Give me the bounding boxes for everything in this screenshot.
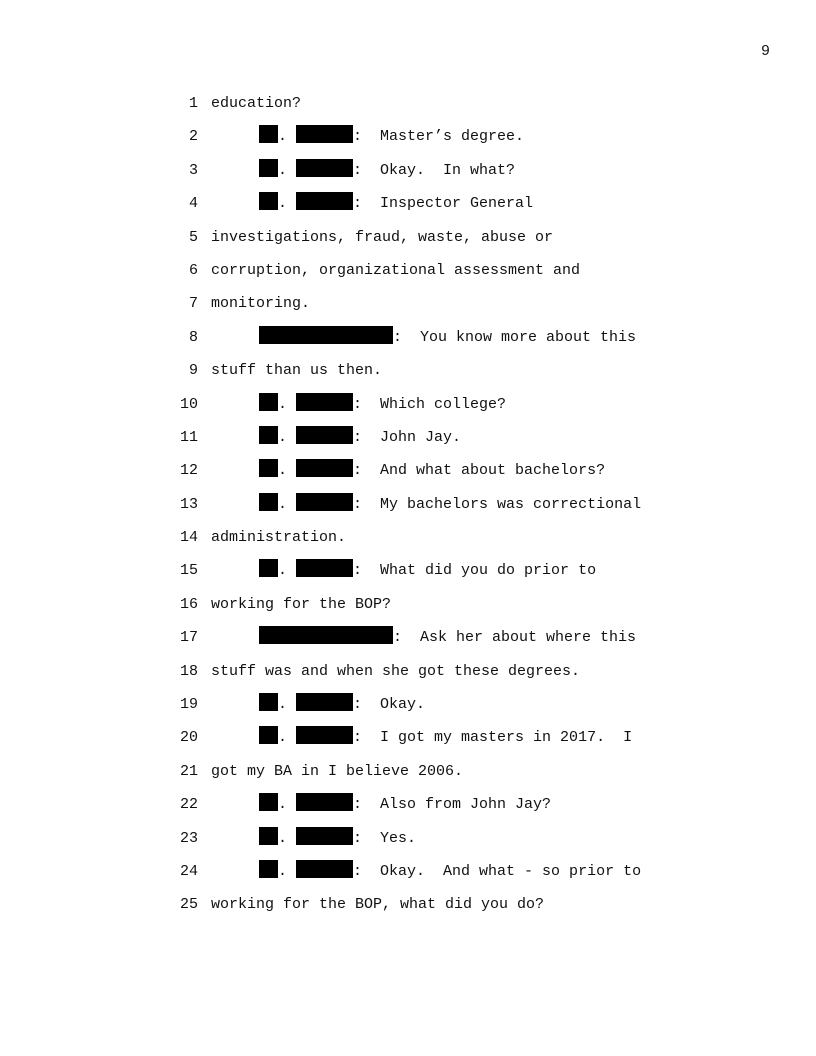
line-text: Ask her about where this xyxy=(420,629,637,647)
line-text-container: . : What did you do prior to xyxy=(259,557,596,585)
line-text: Master’s degree. xyxy=(380,128,525,146)
transcript-line xyxy=(0,123,816,156)
line-text-container xyxy=(211,290,310,318)
line-text-container xyxy=(211,357,382,385)
redaction-bar xyxy=(259,626,393,644)
redaction-bar xyxy=(259,426,278,444)
line-number: 13 xyxy=(179,495,198,513)
redaction-bar xyxy=(259,827,278,845)
line-number: 2 xyxy=(188,128,198,146)
redaction-bar xyxy=(259,860,278,878)
line-number: 6 xyxy=(188,261,198,279)
line-number: 7 xyxy=(188,295,198,313)
transcript-line xyxy=(0,224,816,257)
redaction-bar xyxy=(296,192,353,210)
line-text-container: . : Yes. xyxy=(259,825,416,853)
transcript-line xyxy=(0,691,816,724)
line-number: 21 xyxy=(179,762,198,780)
line-text-container: : Ask her about where this xyxy=(259,624,636,652)
line-text-container xyxy=(211,224,553,252)
line-text: My bachelors was correctional xyxy=(380,495,642,513)
transcript-line xyxy=(0,491,816,524)
transcript-line xyxy=(0,557,816,590)
redaction-bar xyxy=(296,827,353,845)
line-number: 23 xyxy=(179,829,198,847)
line-text-container: . : Okay. xyxy=(259,691,425,719)
line-text: Inspector General xyxy=(380,195,534,213)
line-text: Okay. In what? xyxy=(380,161,516,179)
redaction-bar xyxy=(259,393,278,411)
transcript-line xyxy=(0,324,816,357)
line-number: 24 xyxy=(179,862,198,880)
line-text: stuff was and when she got these degrees. xyxy=(211,662,581,680)
redaction-bar xyxy=(296,159,353,177)
redaction-bar xyxy=(296,559,353,577)
line-number: 17 xyxy=(179,629,198,647)
line-text-container xyxy=(211,90,301,118)
transcript-line xyxy=(0,157,816,190)
line-text: You know more about this xyxy=(420,328,637,346)
redaction-bar xyxy=(259,459,278,477)
line-text-container xyxy=(211,658,580,686)
line-number: 8 xyxy=(188,328,198,346)
redaction-bar xyxy=(296,426,353,444)
line-text: investigations, fraud, waste, abuse or xyxy=(211,228,554,246)
transcript-line xyxy=(0,724,816,757)
line-text: working for the BOP? xyxy=(211,595,392,613)
line-text: monitoring. xyxy=(211,295,311,313)
redaction-bar xyxy=(259,793,278,811)
line-number: 10 xyxy=(179,395,198,413)
redaction-bar xyxy=(296,125,353,143)
line-text: corruption, organizational assessment and xyxy=(211,261,581,279)
line-number: 1 xyxy=(188,95,198,112)
line-text: Yes. xyxy=(380,829,417,847)
transcript-line xyxy=(0,591,816,624)
line-number: 20 xyxy=(179,729,198,747)
redaction-bar xyxy=(259,693,278,711)
line-number: 3 xyxy=(188,161,198,179)
line-text-container: . : Okay. In what? xyxy=(259,157,515,185)
transcript-line xyxy=(0,357,816,390)
transcript-line xyxy=(0,758,816,791)
line-text: Okay. xyxy=(380,696,426,714)
line-text: working for the BOP, what did you do? xyxy=(211,896,545,914)
redaction-bar xyxy=(259,726,278,744)
redaction-bar xyxy=(296,793,353,811)
line-text-container: . : Okay. And what - so prior to xyxy=(259,858,641,886)
redaction-bar xyxy=(296,393,353,411)
redaction-bar xyxy=(296,493,353,511)
redaction-bar xyxy=(259,493,278,511)
line-number: 11 xyxy=(179,428,198,446)
line-text: education? xyxy=(211,95,302,112)
line-text-container: . : Inspector General xyxy=(259,190,533,218)
transcript-line xyxy=(0,90,816,123)
line-text-container: . : And what about bachelors? xyxy=(259,457,605,485)
line-number: 12 xyxy=(179,462,198,480)
redaction-bar xyxy=(296,726,353,744)
line-text-container xyxy=(211,257,580,285)
page-number: 9 xyxy=(760,43,770,60)
line-text: What did you do prior to xyxy=(380,562,597,580)
transcript-line xyxy=(0,791,816,824)
transcript-line xyxy=(0,290,816,323)
line-number: 5 xyxy=(188,228,198,246)
transcript-line xyxy=(0,658,816,691)
line-text: got my BA in I believe 2006. xyxy=(211,762,464,780)
line-text-container xyxy=(211,524,346,552)
line-text: And what about bachelors? xyxy=(380,462,606,480)
transcript-line xyxy=(0,257,816,290)
line-number: 15 xyxy=(179,562,198,580)
line-text: Okay. And what - so prior to xyxy=(380,862,642,880)
redaction-bar xyxy=(296,459,353,477)
redaction-bar xyxy=(296,860,353,878)
line-number: 4 xyxy=(188,195,198,213)
line-number: 14 xyxy=(179,529,198,547)
transcript-line xyxy=(0,424,816,457)
transcript xyxy=(0,90,816,925)
redaction-bar xyxy=(259,125,278,143)
line-text-container: . : I got my masters in 2017. I xyxy=(259,724,632,752)
line-text: stuff than us then. xyxy=(211,362,383,380)
line-text-container: . : Master’s degree. xyxy=(259,123,524,151)
redaction-bar xyxy=(259,159,278,177)
line-text-container: . : Also from John Jay? xyxy=(259,791,551,819)
line-number: 25 xyxy=(179,896,198,914)
line-text-container: . : Which college? xyxy=(259,391,506,419)
line-text-container: : You know more about this xyxy=(259,324,636,352)
line-text: administration. xyxy=(211,529,347,547)
line-text: Which college? xyxy=(380,395,507,413)
redaction-bar xyxy=(296,693,353,711)
transcript-line xyxy=(0,891,816,924)
transcript-line xyxy=(0,190,816,223)
line-text-container: . : My bachelors was correctional xyxy=(259,491,641,519)
transcript-line xyxy=(0,524,816,557)
line-number: 16 xyxy=(179,595,198,613)
transcript-line xyxy=(0,624,816,657)
line-text-container xyxy=(211,591,391,619)
transcript-line xyxy=(0,858,816,891)
transcript-line xyxy=(0,825,816,858)
line-text-container xyxy=(211,758,463,786)
redaction-bar xyxy=(259,559,278,577)
transcript-line xyxy=(0,457,816,490)
line-text-container: . : John Jay. xyxy=(259,424,461,452)
line-text: I got my masters in 2017. I xyxy=(380,729,633,747)
line-text: Also from John Jay? xyxy=(380,796,552,814)
line-number: 22 xyxy=(179,796,198,814)
line-number: 19 xyxy=(179,696,198,714)
redaction-bar xyxy=(259,192,278,210)
line-text-container xyxy=(211,891,544,919)
line-number: 9 xyxy=(188,362,198,380)
redaction-bar xyxy=(259,326,393,344)
transcript-line xyxy=(0,391,816,424)
line-number: 18 xyxy=(179,662,198,680)
line-text: John Jay. xyxy=(380,428,462,446)
